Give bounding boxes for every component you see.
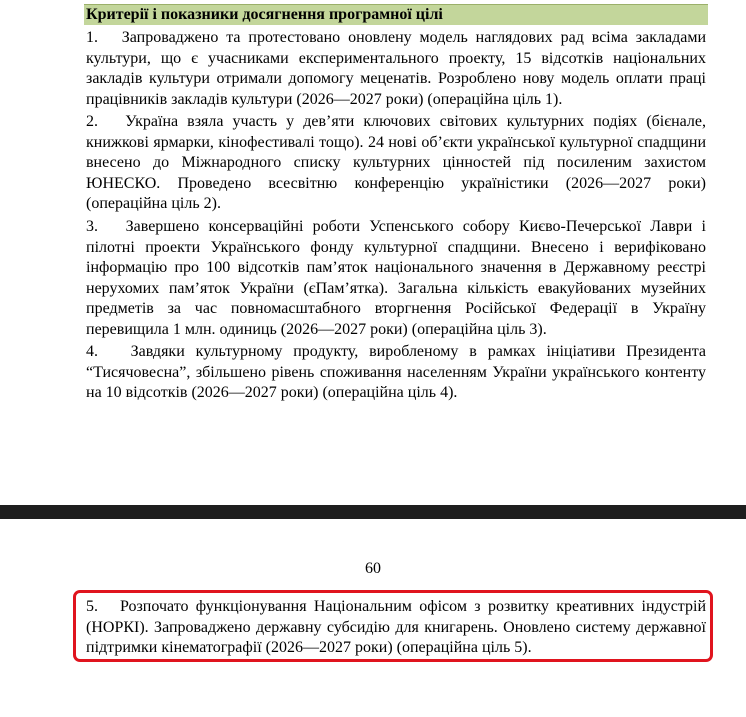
page-break-divider [0,505,746,519]
paragraph-3 [86,217,706,340]
paragraph-5 [86,597,706,659]
paragraph-4-number: 4. [86,343,98,360]
paragraph-1 [86,28,706,110]
paragraph-5-text: Розпочато функціонування Національним офісом з розвитку креативних індустрій (НОРКІ). Запроваджено державну субсидію для книгарень. Оновлено систему державної підтримки кінематографії (2026—2027 роки) (операційна ціль 5). [86,598,707,656]
section-header-title: Критерії і показники досягнення програмної цілі [86,6,443,23]
paragraph-5-number: 5. [86,598,98,615]
paragraph-3-text: Завершено консерваційні роботи Успенського собору Києво-Печерської Лаври і пілотні проекти Українського фонду культурної спадщини. Внесено і верифіковано інформацію про 100 відсотків пам’яток національного значення в Державному реєстрі нерухомих пам’яток України (єПам’ятка). Загальна кількість евакуйованих музейних предметів за час повномасштабного вторгнення Російської Федерації в Україну перевищила 1 млн. одиниць (2026—2027 роки) (операційна ціль 3). [86,218,707,338]
paragraph-4 [86,342,706,404]
paragraph-3-number: 3. [86,218,98,235]
section-header-bar [84,4,708,25]
page-number: 60 [365,560,381,577]
paragraph-1-text: Запроваджено та протестовано оновлену модель наглядових рад всіма закладами культури, що є учасниками експериментального проекту, 15 відсотків національних закладів культури отримали допомогу меценатів. Розроблено нову модель оплати праці працівників закладів культури (2026—2027 роки) (операційна ціль 1). [86,29,707,108]
paragraph-2 [86,112,706,215]
paragraph-1-number: 1. [86,29,98,46]
paragraph-4-text: Завдяки культурному продукту, виробленому в рамках ініціативи Президента “Тисячовесна”, збільшено рівень споживання населенням України українського контенту на 10 відсотків (2026—2027 роки) (операційна ціль 4). [86,343,706,401]
paragraph-2-text: Україна взяла участь у дев’яти ключових світових культурних подіях (бієнале, книжкові ярмарки, кінофестивалі тощо). 24 нові об’єкти української культурної спадщини внесено до Міжнародного списку культурних цінностей під посиленим захистом ЮНЕСКО. Проведено всесвітню конференцію україністики (2026—2027 роки) (операційна ціль 2). [86,113,706,212]
paragraph-2-number: 2. [86,113,98,130]
